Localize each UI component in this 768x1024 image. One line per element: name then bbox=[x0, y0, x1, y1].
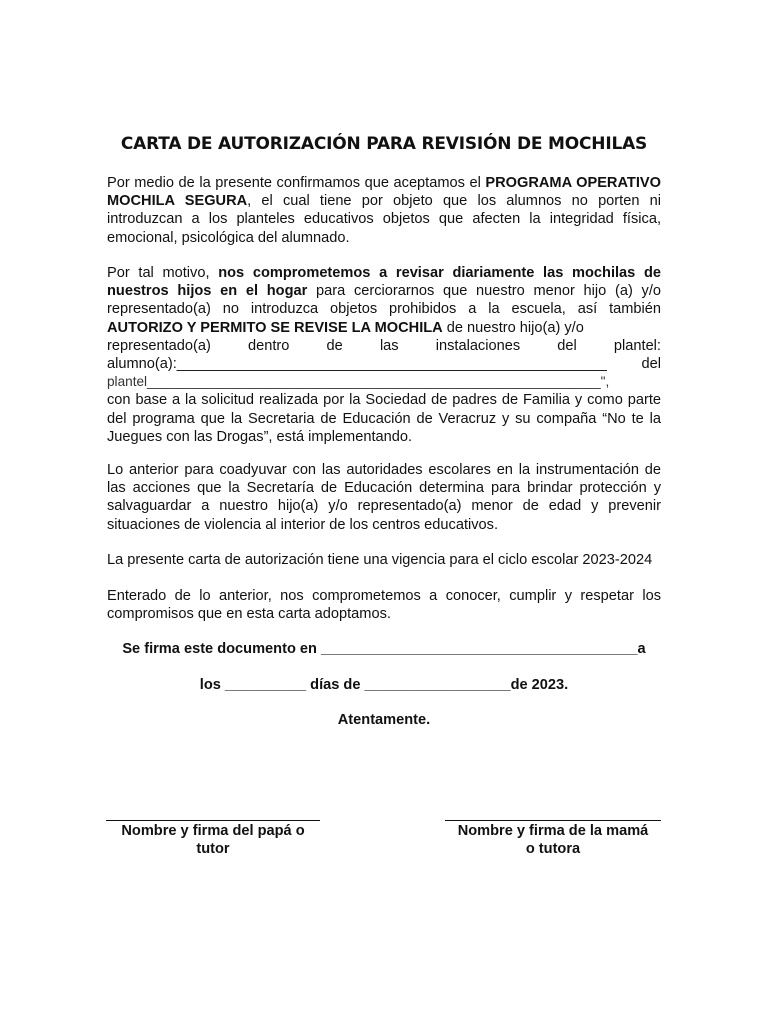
signature-label-line: o tutora bbox=[525, 841, 581, 857]
word: del bbox=[641, 356, 661, 373]
paragraph-commitment bbox=[107, 264, 661, 446]
authorization-bold: AUTORIZO Y PERMITO SE REVISE LA MOCHILA bbox=[107, 319, 443, 336]
paragraph-purpose: Lo anterior para coadyuvar con las autoridades escolares en la instrumentación de las acciones que la Secretaría de Educación determina para brindar protección y salvaguardar a nuestro hijo(a) y/o representado(a) menor de edad y prevenir situaciones de violencia al interior de los centros educativos. bbox=[107, 462, 661, 533]
signature-label-line: Nombre y firma de la mamá bbox=[457, 823, 649, 839]
paragraph-text: Por medio de la presente confirmamos que aceptamos el bbox=[107, 175, 486, 191]
commitment-bold: nos comprometemos a revisar diariamente las mochilas de nuestros hijos en el hogar bbox=[107, 265, 661, 300]
word: del bbox=[557, 337, 577, 354]
paragraph-validity: La presente carta de autorización tiene una vigencia para el ciclo escolar 2023-2024 bbox=[107, 552, 653, 568]
school-name-blank: plantel____________________________________________________________", bbox=[107, 374, 610, 390]
word: dentro bbox=[248, 337, 290, 354]
closing: Atentamente. bbox=[337, 712, 431, 728]
paragraph-text: de nuestro hijo(a) y/o bbox=[442, 319, 584, 336]
father-signature-label bbox=[106, 822, 320, 858]
student-name-blank bbox=[107, 355, 661, 373]
mother-signature-label bbox=[445, 822, 661, 858]
word: plantel: bbox=[613, 337, 661, 354]
paragraph-agreement: Enterado de lo anterior, nos comprometemos a conocer, cumplir y respetar los compromisos que en esta carta adoptamos. bbox=[107, 588, 661, 623]
mother-signature-line bbox=[445, 820, 661, 821]
sign-place-line: Se firma este documento en _______________________________________a bbox=[122, 641, 646, 657]
paragraph-text: para cerciorarnos que nuestro menor hijo (a) y/o representado(a) no introduzca objetos prohibidos a la escuela, así también bbox=[107, 283, 661, 318]
word: instalaciones bbox=[435, 337, 521, 354]
program-name: PROGRAMA OPERATIVO MOCHILA SEGURA bbox=[107, 175, 661, 210]
paragraph-text: con base a la solicitud realizada por la Sociedad de padres de Familia y como parte del programa que la Secretaria de Educación de Veracruz y su compaña “No te la Juegues con las Drogas”, está implementando. bbox=[107, 392, 661, 445]
paragraph-program bbox=[107, 174, 661, 247]
school-line bbox=[107, 337, 661, 355]
signature-label-line: Nombre y firma del papá o bbox=[121, 823, 305, 839]
sign-date-line: los __________ días de __________________de 2023. bbox=[199, 677, 569, 693]
paragraph-text: , el cual tiene por objeto que los alumnos no porten ni introduzcan a los planteles educativos objetos que afecten la integridad física, emocional, psicológica del alumnado. bbox=[107, 193, 661, 246]
word: de bbox=[326, 337, 343, 354]
word: las bbox=[379, 337, 399, 354]
document-title: CARTA DE AUTORIZACIÓN PARA REVISIÓN DE MOCHILAS bbox=[120, 134, 648, 154]
paragraph-text: Por tal motivo, bbox=[107, 265, 219, 281]
signature-label-line: tutor bbox=[196, 841, 230, 857]
father-signature-line bbox=[106, 820, 320, 821]
word: representado(a) bbox=[107, 337, 211, 354]
student-blank: alumno(a):_____________________________________________________ bbox=[107, 356, 607, 373]
